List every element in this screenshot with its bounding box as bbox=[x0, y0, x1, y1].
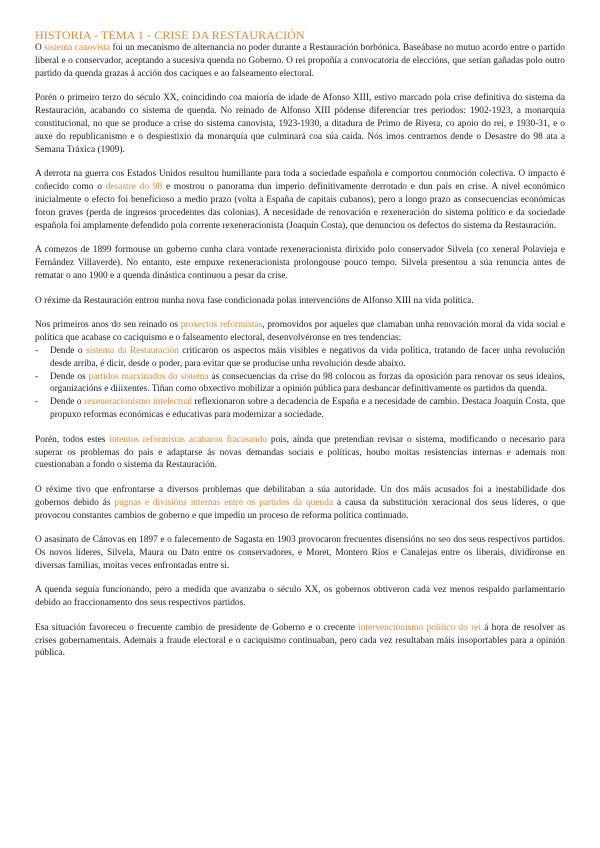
highlight-term: intervencionismo político do rei bbox=[358, 622, 481, 633]
paragraph-sistema-canovista: O sistema canovista foi un mecanismo de alternancia no poder durante a Restauración borbónica. Baseábase no mutuo acordo entre o partido liberal e o conservador, aceptando a sucesiva quenda no Goberno. O rei propoñía a convocatoria de eleccións, que serían gañadas polo outro partido da quenda grazas á acción dos caciques e ao falseamento electoral. bbox=[35, 43, 565, 79]
highlight-term: partidos marxinados do sistema bbox=[88, 371, 209, 382]
highlight-term: proxectos reformistas bbox=[180, 319, 263, 330]
paragraph-intentos-fracasados: Porén, todos estes intentos reformistas acabaron fracasando pois, aínda que pretendían revisar o sistema, modificando o necesario para superar os problemas do país e adaptarse ás novas demandas sociais e políticas, houbo moitas resistencias internas e ademais non cuestionaban a fondo o sistema da Restauración. bbox=[35, 434, 565, 471]
list-item: - Dende os partidos marxinados do sistema as consecuencias da crise do 98 colocou as forzas da oposición para renovar os seus ideaios, organizacións e diiixentes. Tiñan como obxectivo mobilizar a opinión pública para desbancar definitivamente os partidos da quenda. bbox=[35, 371, 565, 397]
highlight-term: sistema canovista bbox=[44, 43, 111, 53]
highlight-term: rexeneracionismo intelectual bbox=[83, 397, 193, 408]
highlight-term: sistema da Restauración bbox=[86, 345, 179, 356]
paragraph-inestabilidade: O réxime tivo que enfrontarse a diversos problemas que debilitaban a súa autoridade. Un dos máis acusados foi a inestabilidade dos gobernos debido ás pugnas e divisións internas entre os partidos da quenda a causa da substitución xeracional dos seus líderes, o que provocou constantes cambios de goberno e que impedíu un proceso de reforma política continuado. bbox=[35, 484, 565, 521]
highlight-term: desastre do 98 bbox=[105, 182, 163, 193]
paragraph-asasinato-canovas: O asasinato de Cánovas en 1897 e o falecemento de Sagasta en 1903 provocaron frecuentes disensións no seo dos seus respectivos partidos. Os novos líderes, Silvela, Maura ou Dato entre os conservadores, e Moret, Montero Ríos e Canalejas entre os liberais, dividíronse en diversas familias, moitas veces enfrontadas entre si. bbox=[35, 535, 565, 571]
list-item: - Dende o rexeneracionismo intelectual reflexionaron sobre a decadencia de España e a necesidade de cambio. Destaca Joaquín Costa, que propuxo reformas económicas e educativas para modernizar a sociedade. bbox=[35, 396, 565, 422]
paragraph-nova-fase: O réxime da Restauración entrou nunha nova fase condicionada polas intervencións de Alfonso XIII na vida política. bbox=[35, 295, 474, 306]
paragraph-proxectos-reformistas: Nos primeiros anos do seu reinado os proxectos reformistas, promovidos por aqueles que clamaban unha renovación moral da vida social e política que acabase co caciquismo e o falseamento electoral, desenvolvéronse en tres tendencias: bbox=[35, 319, 566, 343]
highlight-term: pugnas e divisións internas entre os partidos da quenda bbox=[114, 497, 334, 508]
document-page bbox=[35, 28, 565, 660]
highlight-term: intentos reformistas acabaron fracasando bbox=[109, 434, 268, 445]
paragraph-intervencionismo-rei: Esa situación favoreceu o frecuente cambio de presidente de Goberno e o crecente intervencionismo político do rei á hora de resolver as crises gobernamentais. Ademais a fraude electoral e o caciquismo continuaban, pero cada vez resultaban máis insoportables para a opinión pública. bbox=[35, 622, 566, 659]
paragraph-crise-restauracion: Porén o primeiro terzo do século XX, coincidindo coa maioría de idade de Afonso XIII, estivo marcado pola crise definitiva do sistema da Restauración, acabando co sistema de quenda. No reinado de Alfonso XIII pódense diferenciar tres períodos: 1902-1923, a monarquía constitucional, no que se produce a crise do sistema canovista, 1923-1930, a ditadura de Primo de Rivera, co apoio do rei, e 1930-31, e o auxe do republicanismo e o despiestixio da monarquía que culminará coa súa caída. Nós imos centrarnos dende o Desastre do 98 ata a Semana Tráxica (1909). bbox=[35, 93, 565, 155]
list-item: - Dende o sistema da Restauración criticaron os aspectos máis visibles e negativos da vida política, tratando de facer unha revolución desde arriba, é dicir, desde o poder, para evitar que se producise unha revolución desde abaixo. bbox=[35, 345, 565, 371]
paragraph-goberno-silvela: A comezos de 1899 formouse un goberno cunha clara vontade rexeneracionista dirixido polo conservador Silvela (co xeneral Polavieja e Fernández Villaverde). No entanto, este empuxe rexeneracionista prolongouse pouco tempo. Silvela presentou a súa renuncia antes de rematar o ano 1900 e a quenda dinástica continuou a pesar da crise. bbox=[35, 245, 565, 282]
page-title: HISTORIA - TEMA 1 - CRISE DA RESTAURACIÓN bbox=[35, 28, 305, 42]
tendencias-list bbox=[35, 345, 565, 422]
paragraph-desastre-98: A derrota na guerra cos Estados Unidos resultou humillante para toda a sociedade española e comportou conmoción colectiva. O impacto é coñecido como o desastre do 98 e mostrou o panorama dun imperio definitivamente derrotado e dun país en crise. A nivel económico inicialmente o efecto foi beneficioso a medio prazo (volta a España de capitais cubanos), pero a longo prazo as consecuencias económicas foron graves (perda de ingresos procedentes das colonias). A necesidade de renovación e rexeneración do sistema político e da sociedade española foi amplamente defendido pola corrente rexeneracionista (Joaquín Costa), que denunciou os defectos do sistema da Restauración. bbox=[35, 169, 566, 231]
paragraph-quenda-seguia: A quenda seguía funcionando, pero a medida que avanzaba o século XX, os gobernos obtiveron cada vez menos respaldo parlamentario debido ao fraccionamento dos seus respectivos partidos. bbox=[35, 585, 565, 609]
